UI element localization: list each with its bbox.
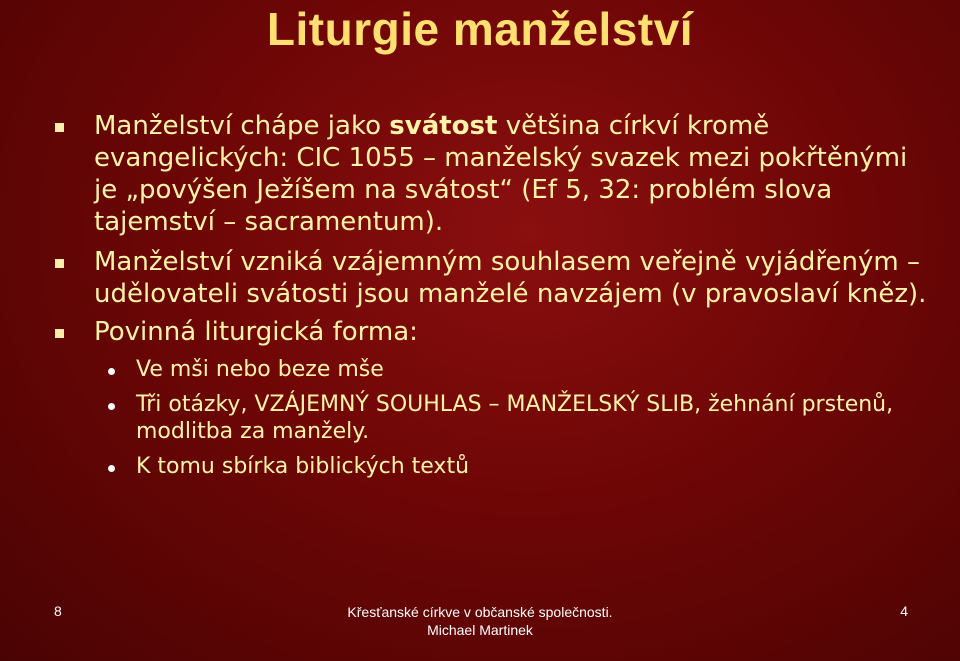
item-text: Manželství vzniká vzájemným souhlasem veřejně vyjádřeným – udělovateli svátosti jsou manželé navzájem (v pravoslaví kněz). (94, 247, 927, 309)
slide-title: Liturgie manželství (266, 3, 694, 55)
item-text-before: Manželství chápe jako (94, 111, 390, 141)
bullet-item-consent (52, 246, 932, 310)
sub-item-questions (52, 391, 932, 445)
sub-item-readings (52, 453, 932, 480)
sub-item-text: Ve mši nebo beze mše (136, 357, 384, 382)
square-bullet-icon (55, 123, 64, 132)
round-bullet-icon (108, 465, 115, 472)
slide-footer (0, 601, 960, 651)
round-bullet-icon (108, 403, 115, 410)
item-text: Povinná liturgická forma: (94, 317, 418, 347)
bullet-item-sacrament (52, 110, 932, 238)
sub-item-text: Tři otázky, VZÁJEMNÝ SOUHLAS – MANŽELSKÝ SLIB, žehnání prstenů, modlitba za manžely. (136, 392, 894, 444)
round-bullet-icon (108, 368, 115, 375)
square-bullet-icon (55, 329, 64, 338)
item-text-after: většina církví kromě evangelických: CIC 1055 – manželský svazek mezi pokřtěnými je „povýšen Ježíšem na svátost“ (Ef 5, 32: problém slova tajemství – sacramentum). (94, 111, 908, 237)
square-bullet-icon (55, 259, 64, 268)
footer-page-number: 4 (900, 603, 908, 619)
sub-item-mass (52, 356, 932, 383)
bullet-item-liturgical-form (52, 316, 932, 348)
footer-author: Michael Martinek (427, 622, 533, 638)
footer-course-title: Křesťanské církve v občanské společnosti. (347, 604, 613, 620)
sub-item-text: K tomu sbírka biblických textů (136, 454, 470, 479)
footer-center (0, 603, 960, 639)
footer-left-number: 8 (54, 603, 62, 619)
slide-body (52, 110, 932, 480)
item-text-bold: svátost (389, 111, 498, 141)
